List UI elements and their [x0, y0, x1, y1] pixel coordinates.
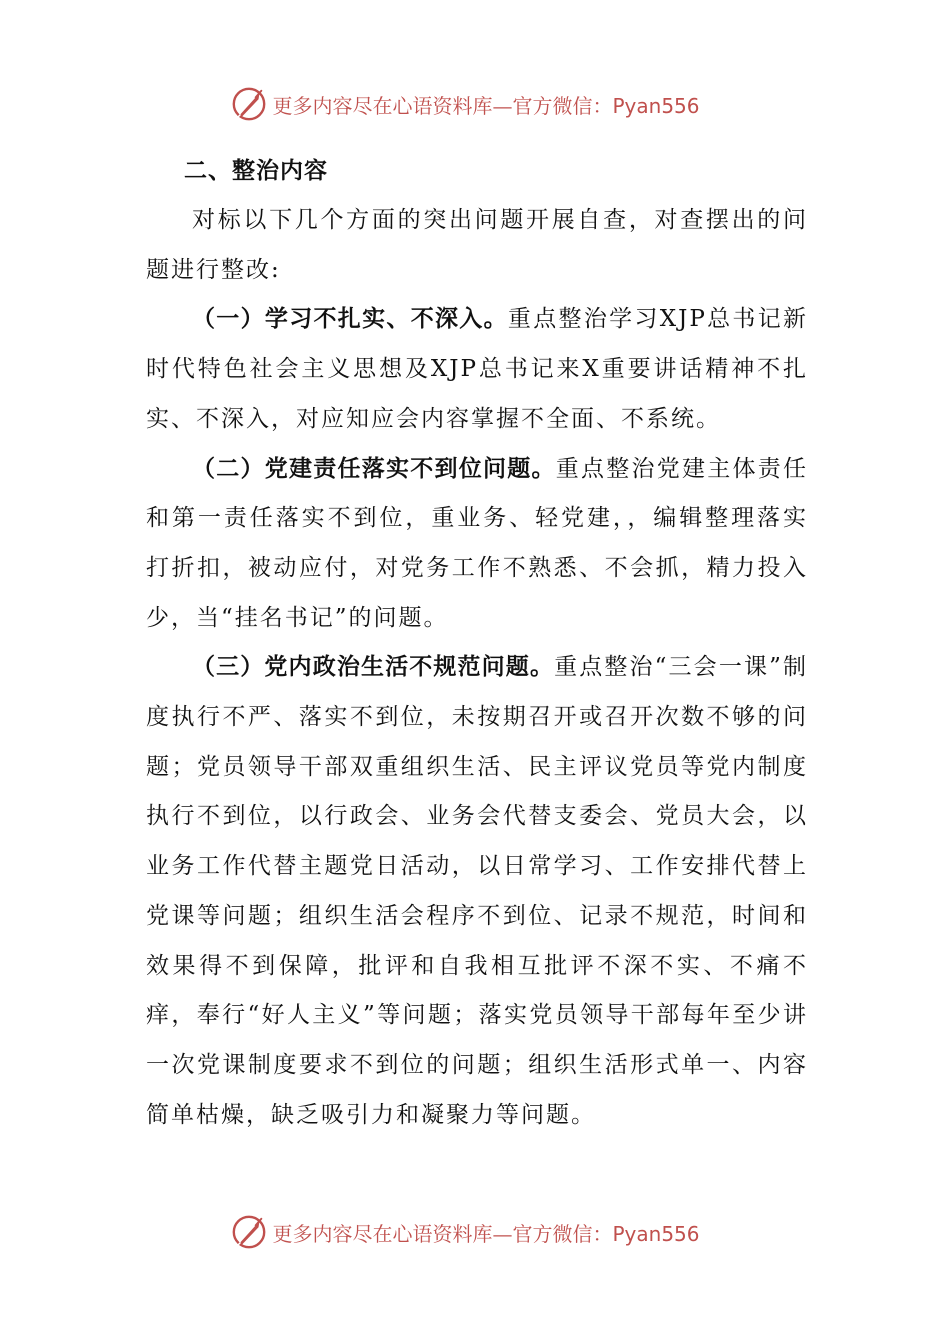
quill-pen-icon: [230, 1213, 268, 1251]
intro-paragraph: 对标以下几个方面的突出问题开展自查，对查摆出的问题进行整改:: [146, 207, 808, 283]
quill-pen-icon: [230, 85, 268, 123]
watermark-text: [272, 90, 699, 119]
item-body-2: 重点整治党建主体责任和第一责任落实不到位，重业务、轻党建，，编辑整理落实打折扣，被动应付，对党务工作不熟悉、不会抓，精力投入少，当“挂名书记”的问题。: [146, 455, 808, 631]
watermark-group: [230, 85, 699, 123]
watermark-banner-bottom: [0, 1212, 950, 1252]
item-body-3: 重点整治“三会一课”制度执行不严、落实不到位，未按期召开或召开次数不够的问题；党员领导干部双重组织生活、民主评议党员等党内制度执行不到位，以行政会、业务会代替支委会、党员大会，以业务工作代替主题党日活动，以日常学习、工作安排代替上党课等问题；组织生活会程序不到位、记录不规范，时间和效果得不到保障，批评和自我相互批评不深不实、不痛不痒，奉行“好人主义”等问题；落实党员领导干部每年至少讲一次党课制度要求不到位的问题；组织生活形式单一、内容简单枯燥，缺乏吸引力和凝聚力等问题。: [146, 654, 808, 1128]
watermark-wechat-id: Pyan556: [612, 1221, 700, 1246]
item-paragraph-3: [146, 643, 808, 1140]
watermark-group: [230, 1213, 699, 1251]
item-body-1: 重点整治学习XJP总书记新时代特色社会主义思想及XJP总书记来X重要讲话精神不扎实、不深入，对应知应会内容掌握不全面、不系统。: [146, 306, 809, 432]
document-body: [146, 146, 808, 1140]
watermark-text: [272, 1218, 699, 1247]
item-paragraph-1: [146, 295, 808, 444]
item-paragraph-2: [146, 445, 808, 644]
watermark-site-text: 更多内容尽在心语资料库—官方微信：: [272, 93, 613, 118]
watermark-banner-top: [0, 84, 950, 124]
watermark-site-text: 更多内容尽在心语资料库—官方微信：: [272, 1221, 613, 1246]
section-title: 二、整治内容: [184, 158, 328, 184]
item-lead-1: （一）学习不扎实、不深入。: [192, 306, 508, 333]
item-lead-2: （二）党建责任落实不到位问题。: [192, 455, 556, 482]
item-lead-3: （三）党内政治生活不规范问题。: [192, 654, 555, 681]
watermark-wechat-id: Pyan556: [612, 93, 700, 118]
